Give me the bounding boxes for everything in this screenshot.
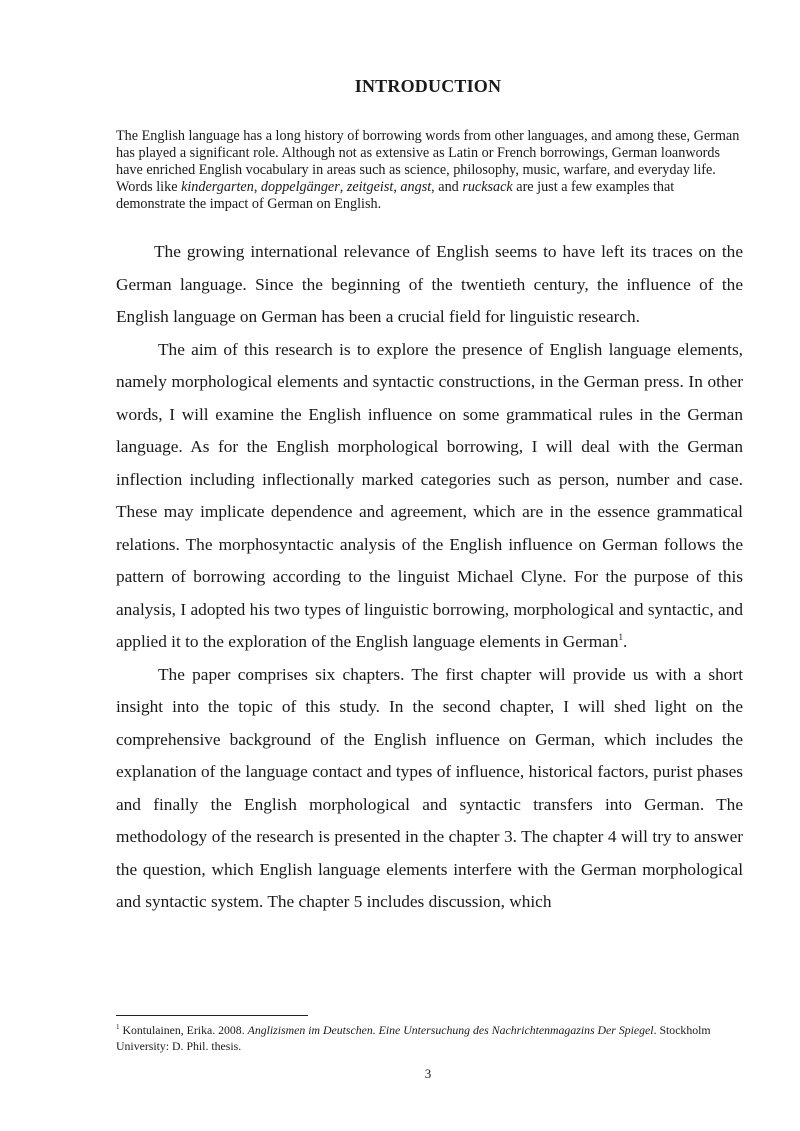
page-number: 3 — [424, 1066, 432, 1081]
footnote-marker: 1 — [116, 1023, 120, 1032]
term-zeitgeist: zeitgeist — [346, 179, 394, 195]
paragraph-2: The aim of this research is to explore the presence of English language elements, namely morphological elements and syntactic constructions, in the German press. In other words, I will examine the English influence on some grammatical rules in the German language. As for the English morphological borrowing, I will deal with the German inflection including inflectionally marked categories such as person, number and case. These may implicate dependence and agreement, which are in the essence grammatical relations. The morphosyntactic analysis of the English influence on German follows the pattern of borrowing according to the linguist Michael Clyne. For the purpose of this analysis, I adopted his two types of linguistic borrowing, morphological and syntactic, and applied it to the exploration of the English language elements in German$^1$. — [116, 339, 743, 651]
footnote: $^1$ Kontulainen, Erika. 2008. Anglizismen im Deutschen. Eine Untersuchung des Nachrichtenmagazins Der Spiegel. Stockholm University: D. Phil. thesis. — [116, 1023, 711, 1053]
abstract-paragraph: The English language has a long history of borrowing words from other languages, and among these, German has played a significant role. Although not as extensive as Latin or French borrowings, German loanwords have enriched English vocabulary in areas such as science, philosophy, music, warfare, and everyday life. Words like kindergarten, doppelgänger, zeitgeist, angst, and rucksack are just a few examples that demonstrate the impact of German on English. — [116, 128, 740, 212]
paragraph-1: The growing international relevance of English seems to have left its traces on the German language. Since the beginning of the twentieth century, the influence of the English language on German has been a crucial field for linguistic research. — [116, 242, 743, 326]
term-kindergarten: kindergarten — [181, 179, 254, 195]
term-angst: angst — [400, 179, 432, 195]
abstract-text: The English language has a long history of borrowing words from other languages, and among these, German has played a significant role. Although not as extensive as Latin or French borrowings, German loanwords have enriched English vocabulary in areas such as science, philosophy, music, warfare, and everyday life. Words like — [116, 128, 740, 195]
footnote-separator — [116, 1015, 308, 1016]
term-rucksack: rucksack — [462, 179, 513, 195]
body-text — [116, 236, 743, 919]
footnote-work-title: Anglizismen im Deutschen. Eine Untersuchung des Nachrichtenmagazins Der Spiegel — [247, 1023, 654, 1037]
footnote-reference[interactable]: 1 — [618, 632, 623, 643]
paragraph-3: The paper comprises six chapters. The first chapter will provide us with a short insight into the topic of this study. In the second chapter, I will shed light on the comprehensive background of the English influence on German, which includes the explanation of the language contact and types of influence, historical factors, purist phases and finally the English morphological and syntactic transfers into German. The methodology of the research is presented in the chapter 3. The chapter 4 will try to answer the question, which English language elements interfere with the German morphological and syntactic system. The chapter 5 includes discussion, which — [116, 664, 743, 911]
term-doppelganger: doppelgänger — [260, 179, 340, 195]
page-title: INTRODUCTION — [354, 76, 502, 96]
